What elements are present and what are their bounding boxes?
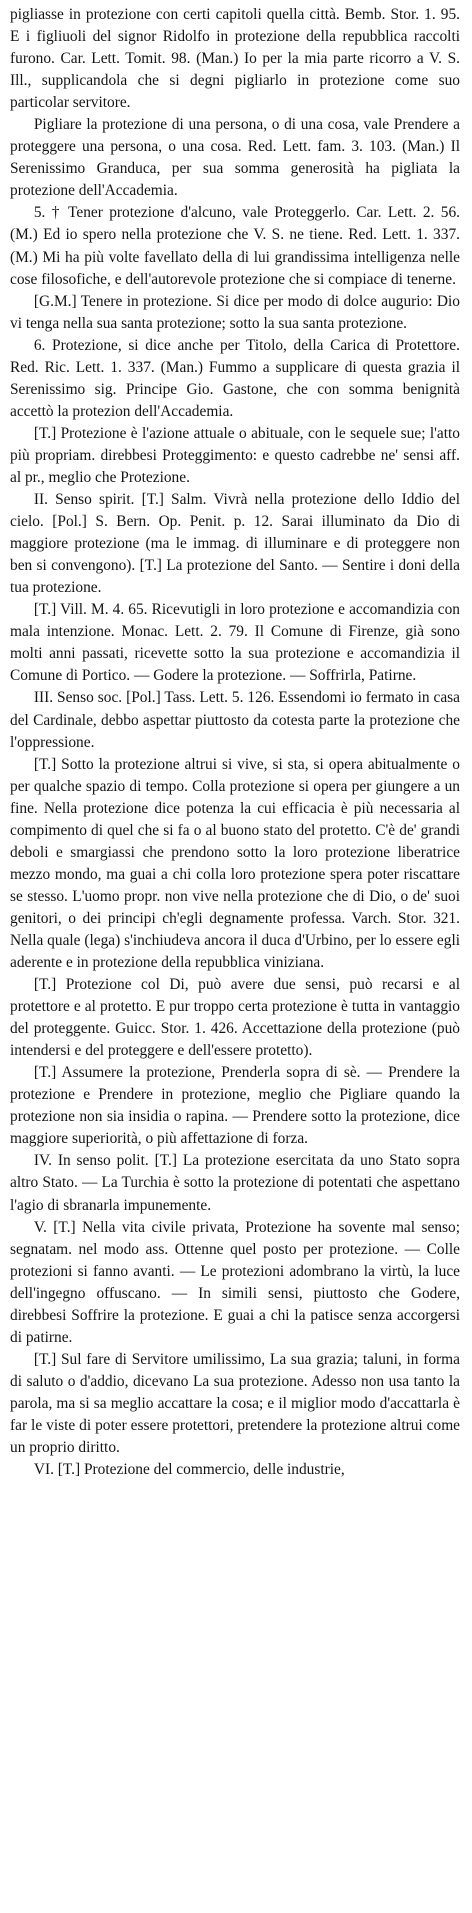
entry-paragraph-pigliare: Pigliare la protezione di una persona, o di una cosa, vale Prendere a proteggere una persona, o una cosa. Red. Lett. fam. 3. 103. (Man.) Il Serenissimo Granduca, per sua somma generosità ha pigliata la protezione dell'Accademia. [10, 116, 460, 200]
entry-paragraph-v: V. [T.] Nella vita civile privata, Protezione ha sovente mal senso; segnatam. nel modo ass. Ottenne quel posto per protezione. — Colle protezioni si fanno avanti. — Le protezioni adombrano la virtù, la luce dell'ingegno offuscano. — In simili sensi, piuttosto che Godere, direbbesi Soffrire la protezione. E guai a chi la patisce senza accorgersi di patirne. [10, 1218, 460, 1346]
entry-paragraph-continuation: pigliasse in protezione con certi capitoli quella città. Bemb. Stor. 1. 95. E i figliuoli del signor Ridolfo in protezione della repubblica raccolti furono. Car. Lett. Tomit. 98. (Man.) Io per la mia parte ricorro a V. S. Ill., supplicandola che si degni pigliarlo in protezione come suo particolar servitore. [10, 6, 460, 112]
entry-paragraph-iii: III. Senso soc. [Pol.] Tass. Lett. 5. 126. Essendomi io fermato in casa del Cardinale, debbo aspettar piuttosto da cotesta parte la protezione che l'oppressione. [10, 689, 460, 751]
entry-paragraph-gm: [G.M.] Tenere in protezione. Si dice per modo di dolce augurio: Dio vi tenga nella sua santa protezione; sotto la sua santa protezione. [10, 292, 460, 332]
entry-paragraph-col-di: [T.] Protezione col Di, può avere due sensi, può recarsi e al protettore e al protetto. E pur troppo certa protezione è tutta in vantaggio del proteggente. Guicc. Stor. 1. 426. Accettazione della protezione (può intendersi e del proteggere e dell'essere protetto). [10, 976, 460, 1060]
entry-paragraph-assumere: [T.] Assumere la protezione, Prenderla sopra di sè. — Prendere la protezione e Prendere in protezione, meglio che Pigliare quando la protezione non sia insidia o rapina. — Prendere sotto la protezione, dice maggiore superiorità, o più affettazione di forza. [10, 1064, 460, 1148]
entry-paragraph-servitore: [T.] Sul fare di Servitore umilissimo, La sua grazia; taluni, in forma di saluto o d'addio, dicevano La sua protezione. Adesso non usa tanto la parola, ma si sa meglio accattare la cosa; e il miglior modo d'accattarla è far le viste di poter essere protettori, pretendere la protezione altrui come un proprio diritto. [10, 1350, 460, 1457]
entry-paragraph-vi: VI. [T.] Protezione del commercio, delle industrie, [33, 1461, 345, 1479]
entry-paragraph-ii: II. Senso spirit. [T.] Salm. Vivrà nella protezione dello Iddio del cielo. [Pol.] S. Bern. Op. Penit. p. 12. Sarai illuminato da Dio di maggiore protezione (ma le immag. di illuminare e di proteggere non ben si convengono). [T.] La protezione del Santo. — Sentire i doni della tua protezione. [10, 491, 460, 597]
entry-paragraph-6: 6. Protezione, si dice anche per Titolo, della Carica di Protettore. Red. Ric. Lett. 1. 337. (Man.) Fummo a supplicare di questa grazia il Serenissimo sig. Principe Gio. Gastone, che con somma benignità accettò la protezion dell'Accademia. [10, 336, 460, 420]
entry-paragraph-5: 5. † Tener protezione d'alcuno, vale Proteggerlo. Car. Lett. 2. 56. (M.) Ed io spero nella protezione che V. S. ne tiene. Red. Lett. 1. 337. (M.) Mi ha più volte favellato della di lui grandissima intelligenza nelle cose filosofiche, e dell'autorevole protezione che si compiace di tenerne. [10, 204, 460, 288]
entry-paragraph-sotto: [T.] Sotto la protezione altrui si vive, si sta, si opera abitualmente o per qualche spazio di tempo. Colla protezione si opera per giungere a un fine. Nella protezione dice potenza la cui efficacia è più necessaria al compimento di quel che si fa o al buono stato del protetto. C'è de' grandi deboli e smargiassi che prendono sotto la loro protezione liberatrice mezzo mondo, ma guai a chi colla loro protezione spera poter riscattare se stesso. L'uomo propr. non vive nella protezione che di Dio, o de' suoi genitori, o dei principi ch'egli degnamente professa. Varch. Stor. 321. Nella quale (lega) s'inchiudeva ancora il duca d'Urbino, per lo essere egli aderente e in protezione della repubblica viniziana. [10, 755, 460, 972]
entry-paragraph-iv: IV. In senso polit. [T.] La protezione esercitata da uno Stato sopra altro Stato. — La Turchia è sotto la protezione di potentati che aspettano l'agio di sbranarla impunemente. [10, 1152, 460, 1214]
entry-paragraph-vill: [T.] Vill. M. 4. 65. Ricevutigli in loro protezione e accomandizia con mala intenzione. Monac. Lett. 2. 79. Il Comune di Firenze, già sono molti anni passati, ricevette sotto la sua protezione e accomandizia il Comune di Portico. — Godere la protezione. — Soffrirla, Patirne. [10, 601, 460, 685]
entry-paragraph-t-protezione: [T.] Protezione è l'azione attuale o abituale, con le sequele sue; l'atto più propriam. direbbesi Proteggimento: e questo cadrebbe ne' sensi aff. al pr., meglio che Protezione. [10, 424, 460, 486]
